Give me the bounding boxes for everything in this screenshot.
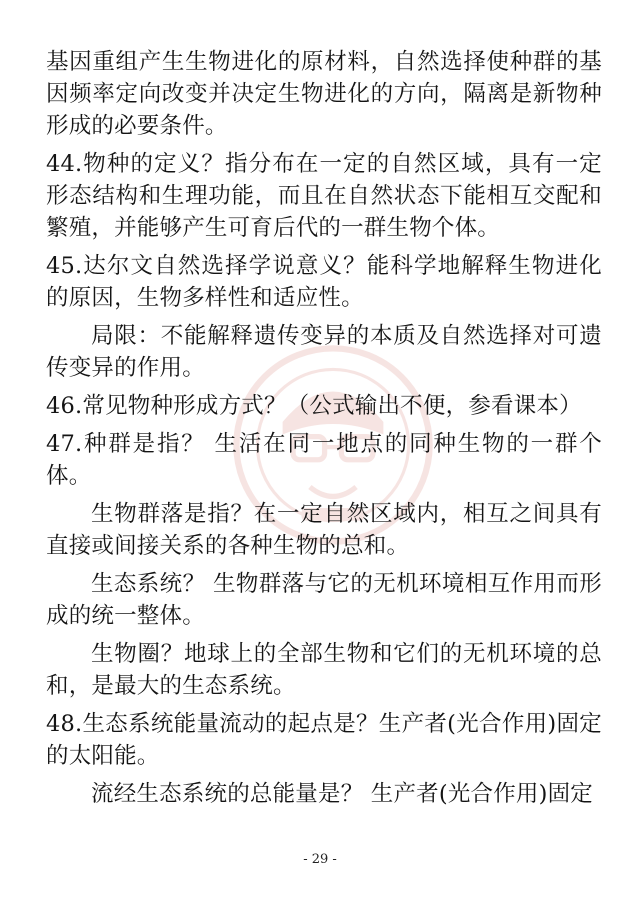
page-number: - 29 - [303, 852, 337, 867]
document-body [46, 46, 602, 816]
paragraph-gene-recombination: 基因重组产生生物进化的原材料，自然选择使种群的基因频率定向改变并决定生物进化的方向，隔离是新物种形成的必要条件。 [46, 49, 602, 139]
question-45-darwin-significance: 45.达尔文自然选择学说意义？能科学地解释生物进化的原因，生物多样性和适应性。 [46, 253, 602, 311]
question-47-population: 47.种群是指？ 生活在同一地点的同种生物的一群个体。 [46, 431, 602, 489]
question-46-speciation: 46.常见物种形成方式？（公式输出不便，参看课本） [46, 393, 582, 419]
question-47-biosphere: 生物圈？地球上的全部生物和它们的无机环境的总和，是最大的生态系统。 [46, 641, 602, 699]
question-48-total-energy: 流经生态系统的总能量是？ 生产者(光合作用)固定 [91, 781, 594, 807]
question-48-energy-flow-start: 48.生态系统能量流动的起点是？生产者(光合作用)固定的太阳能。 [46, 711, 602, 769]
question-47-ecosystem: 生态系统？ 生物群落与它的无机环境相互作用而形成的统一整体。 [46, 571, 602, 629]
question-47-community: 生物群落是指？在一定自然区域内，相互之间具有直接或间接关系的各种生物的总和。 [46, 501, 602, 559]
question-44-species-definition: 44.物种的定义？指分布在一定的自然区域，具有一定形态结构和生理功能，而且在自然状态下能相互交配和繁殖，并能够产生可育后代的一群生物个体。 [46, 151, 602, 241]
question-45-limitation: 局限：不能解释遗传变异的本质及自然选择对可遗传变异的作用。 [46, 323, 602, 381]
